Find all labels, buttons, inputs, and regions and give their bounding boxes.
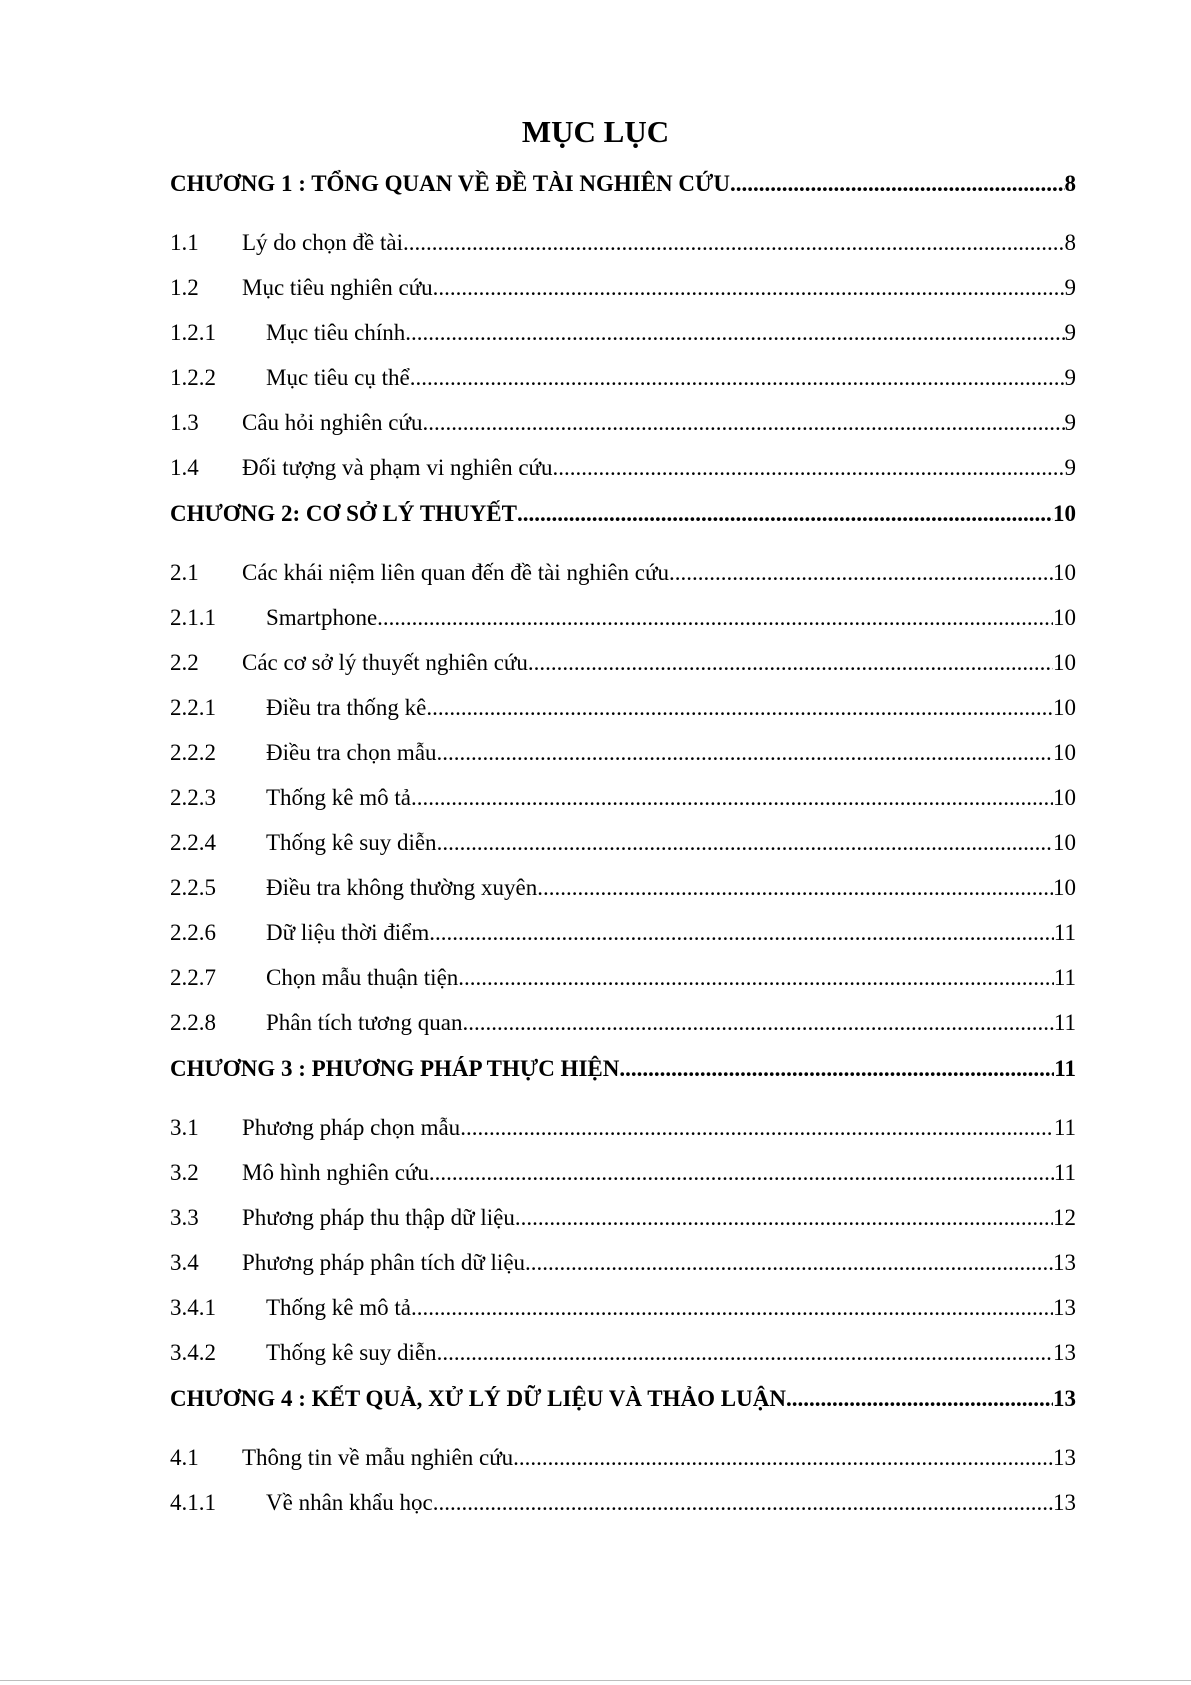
toc-entry-title: Mục tiêu chính [266,320,406,345]
toc-entry-page-number: 10 [1053,650,1076,675]
toc-entry-page-number: 9 [1064,320,1076,345]
toc-entry-title: Câu hỏi nghiên cứu [242,410,423,435]
toc-entry-page-number: 13 [1053,1295,1076,1320]
toc-entry[interactable] [170,775,1076,820]
dot-leader [553,445,1065,490]
toc-entry-title: Các cơ sở lý thuyết nghiên cứu [242,650,528,675]
dot-leader [411,775,1053,820]
toc-entry-page-number: 11 [1053,1010,1076,1035]
toc-entry-page-number: 10 [1053,830,1076,855]
toc-entry-number: 2.2.5 [170,875,216,900]
toc-entry[interactable] [170,640,1076,685]
page-title: MỤC LỤC [521,114,670,149]
toc-entry[interactable] [170,595,1076,640]
toc-entry-page-number: 10 [1053,875,1076,900]
toc-entry[interactable] [170,820,1076,865]
toc-entry-title: Chọn mẫu thuận tiện [266,965,459,990]
toc-entry-title: CHƯƠNG 3 : PHƯƠNG PHÁP THỰC HIỆN [170,1056,620,1081]
toc-entry-page-number: 8 [1064,230,1076,255]
toc-entry-number: 3.2 [170,1160,199,1185]
toc-entry[interactable] [170,550,1076,595]
toc-entry-title: Phương pháp thu thập dữ liệu [242,1205,515,1230]
toc-entry-page-number: 12 [1053,1205,1076,1230]
toc-entry-number: 3.4.2 [170,1340,216,1365]
dot-leader [458,955,1054,1000]
toc-entry-number: 2.1 [170,560,199,585]
toc-entry-page-number: 11 [1053,965,1076,990]
toc-entry-page-number: 13 [1053,1250,1076,1275]
dot-leader [426,685,1053,730]
toc-entry-page-number: 10 [1053,560,1076,585]
toc-chapter-entry[interactable] [170,160,1076,220]
toc-entry-number: 2.2.1 [170,695,216,720]
toc-entry-title: CHƯƠNG 2: CƠ SỞ LÝ THUYẾT [170,501,517,526]
dot-leader [513,1435,1053,1480]
toc-entry-title: CHƯƠNG 4 : KẾT QUẢ, XỬ LÝ DỮ LIỆU VÀ THẢO LUẬN [170,1386,786,1411]
dot-leader [517,490,1053,538]
toc-entry-page-number: 9 [1064,410,1076,435]
toc-entry-number: 2.2.7 [170,965,216,990]
toc-entry-page-number: 11 [1054,1056,1076,1081]
toc-entry-title: Thống kê suy diễn [266,1340,437,1365]
toc-entry[interactable] [170,1480,1076,1525]
dot-leader [675,550,1053,595]
toc-entry-number: 2.2.8 [170,1010,216,1035]
dot-leader [429,1150,1054,1195]
toc-entry-title: Đối tượng và phạm vi nghiên cứu [242,455,553,480]
toc-entry-title: Thông tin về mẫu nghiên cứu [242,1445,514,1470]
dot-leader [537,865,1053,910]
toc-entry-number: 1.2.2 [170,365,216,390]
toc-entry-number: 1.3 [170,410,199,435]
toc-entry-number: 2.2.6 [170,920,216,945]
toc-chapter-entry[interactable] [170,1375,1076,1435]
toc-entry-title: Dữ liệu thời điểm [266,920,430,945]
toc-entry[interactable] [170,865,1076,910]
dot-leader [410,355,1065,400]
toc-entry-title: Lý do chọn đề tài [242,230,403,255]
dot-leader [403,220,1065,265]
toc-chapter-entry[interactable] [170,1045,1076,1105]
dot-leader [437,820,1053,865]
toc-entry-number: 2.2 [170,650,199,675]
toc-entry-page-number: 11 [1053,1115,1076,1140]
dot-leader [619,1045,1054,1093]
dot-leader [437,1330,1053,1375]
toc-entry-page-number: 11 [1053,920,1076,945]
toc-entry-page-number: 13 [1053,1490,1076,1515]
toc-entry-page-number: 13 [1053,1386,1076,1411]
toc-entry-page-number: 10 [1053,740,1076,765]
toc-entry-title: Thống kê mô tả [266,1295,411,1320]
toc-entry-number: 1.2.1 [170,320,216,345]
toc-entry-title: Phương pháp chọn mẫu [242,1115,461,1140]
toc-entry-title: Mô hình nghiên cứu [242,1160,429,1185]
toc-entry-page-number: 9 [1064,455,1076,480]
toc-entry[interactable] [170,220,1076,265]
dot-leader [422,400,1064,445]
toc-entry-number: 3.1 [170,1115,199,1140]
dot-leader [437,730,1053,775]
dot-leader [433,265,1065,310]
toc-entry[interactable] [170,400,1076,445]
toc-entry-page-number: 11 [1053,1160,1076,1185]
dot-leader [730,160,1065,208]
toc-entry-number: 2.2.4 [170,830,216,855]
toc-entry-number: 2.2.2 [170,740,216,765]
toc-entry-title: CHƯƠNG 1 : TỔNG QUAN VỀ ĐỀ TÀI NGHIÊN CỨU [170,171,730,196]
toc-entry-number: 1.4 [170,455,199,480]
dot-leader [786,1375,1053,1423]
toc-entry[interactable] [170,1000,1076,1045]
toc-entry-number: 1.2 [170,275,199,300]
toc-entry-number: 3.4 [170,1250,199,1275]
toc-entry[interactable] [170,1195,1076,1240]
toc-entry-title: Điều tra chọn mẫu [266,740,437,765]
toc-entry-number: 4.1 [170,1445,199,1470]
toc-entry-number: 3.3 [170,1205,199,1230]
toc-entry[interactable] [170,1150,1076,1195]
dot-leader [433,1480,1053,1525]
toc-entry-number: 2.1.1 [170,605,216,630]
toc-entry[interactable] [170,1105,1076,1150]
toc-entry-title: Phân tích tương quan [266,1010,463,1035]
toc-entry-page-number: 9 [1064,275,1076,300]
toc-entry-title: Thống kê mô tả [266,785,411,810]
dot-leader [411,1285,1053,1330]
toc-entry-number: 1.1 [170,230,199,255]
toc-entry-title: Mục tiêu cụ thể [266,365,410,390]
dot-leader [377,595,1053,640]
toc-entry-number: 4.1.1 [170,1490,216,1515]
dot-leader [462,1000,1053,1045]
toc-entry-title: Thống kê suy diễn [266,830,437,855]
dot-leader [429,910,1054,955]
toc-entry-page-number: 10 [1053,785,1076,810]
dot-leader [525,1240,1053,1285]
dot-leader [460,1105,1054,1150]
toc-entry-page-number: 13 [1053,1445,1076,1470]
toc-entry-page-number: 10 [1053,695,1076,720]
dot-leader [528,640,1053,685]
toc-entry-number: 2.2.3 [170,785,216,810]
dot-leader [515,1195,1053,1240]
toc-entry-title: Điều tra thống kê [266,695,427,720]
dot-leader [405,310,1064,355]
toc-entry-page-number: 13 [1053,1340,1076,1365]
toc-entry-title: Về nhân khẩu học [266,1490,433,1515]
toc-entry-title: Các khái niệm liên quan đến đề tài nghiên cứu. [242,560,675,585]
toc-entry-title: Mục tiêu nghiên cứu [242,275,433,300]
toc-entry-page-number: 10 [1053,501,1076,526]
toc-entry[interactable] [170,955,1076,1000]
toc-entry-title: Phương pháp phân tích dữ liệu [242,1250,526,1275]
toc-entry[interactable] [170,1330,1076,1375]
toc-entry[interactable] [170,1435,1076,1480]
toc-entry[interactable] [170,1240,1076,1285]
toc-entry[interactable] [170,310,1076,355]
toc-entry-title: Điều tra không thường xuyên [266,875,538,900]
toc-entry-number: 3.4.1 [170,1295,216,1320]
table-of-contents [170,160,1076,1525]
toc-entry-page-number: 9 [1064,365,1076,390]
toc-entry-title: Smartphone [266,605,378,630]
toc-entry[interactable] [170,265,1076,310]
page-edge-divider [0,1680,1191,1681]
toc-entry[interactable] [170,730,1076,775]
toc-entry[interactable] [170,445,1076,490]
toc-entry[interactable] [170,685,1076,730]
toc-entry[interactable] [170,910,1076,955]
toc-entry-page-number: 10 [1053,605,1076,630]
toc-entry[interactable] [170,1285,1076,1330]
toc-entry[interactable] [170,355,1076,400]
toc-entry-page-number: 8 [1064,171,1076,196]
toc-chapter-entry[interactable] [170,490,1076,550]
